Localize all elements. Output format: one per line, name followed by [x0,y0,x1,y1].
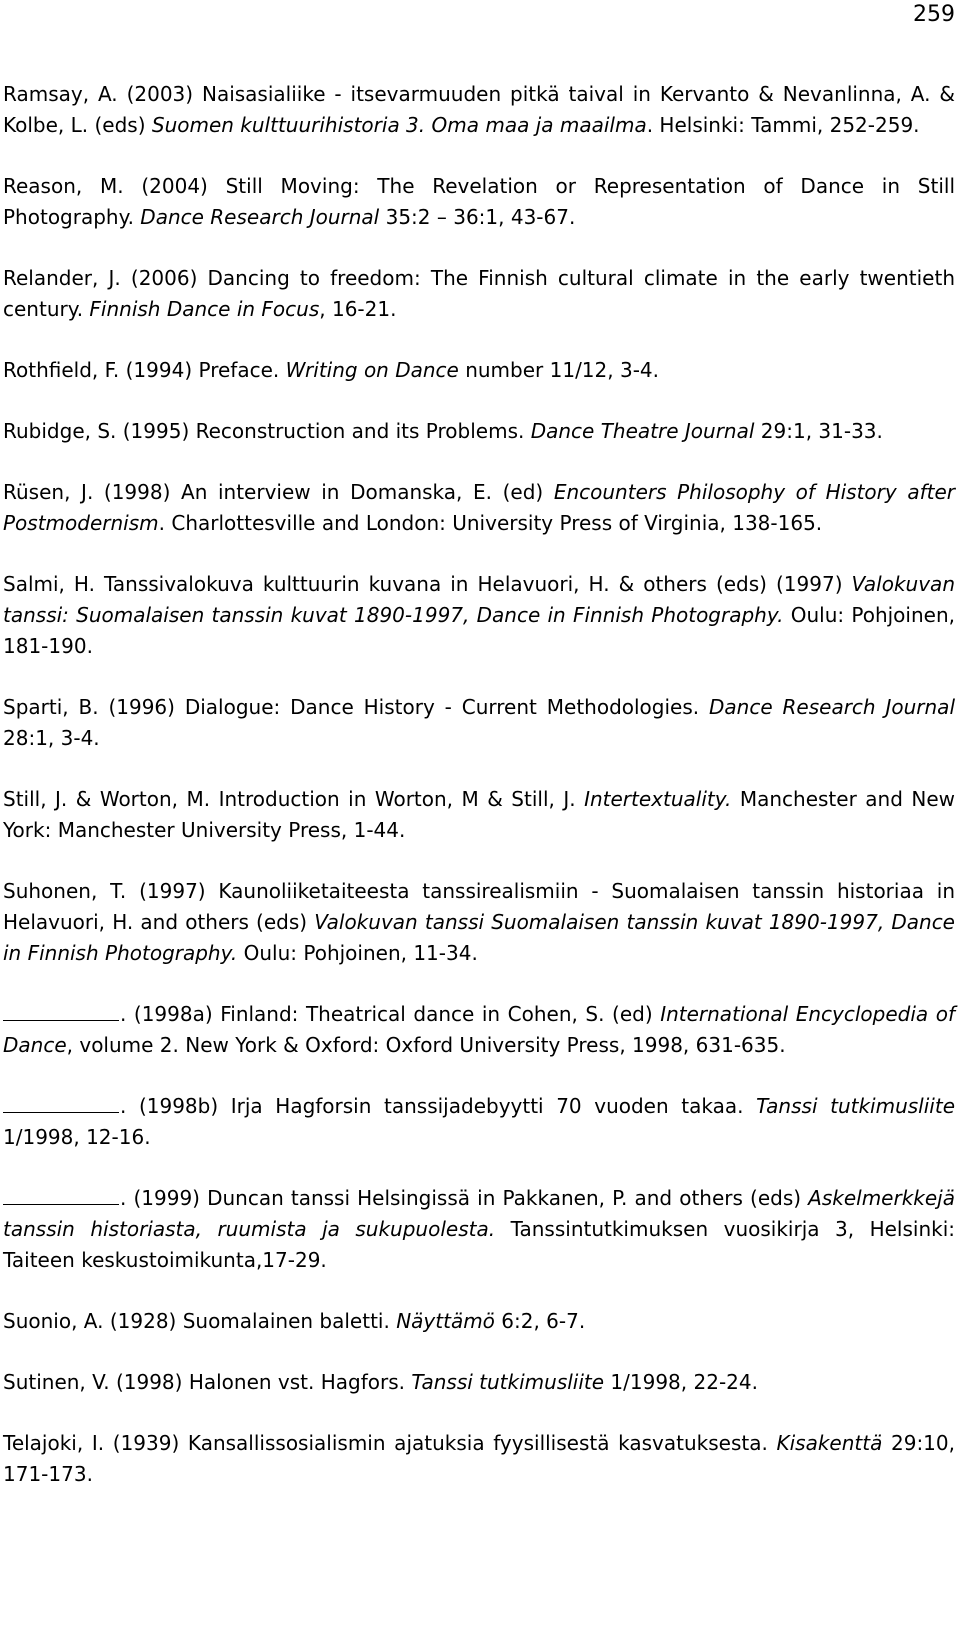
reference-entry [3,1306,955,1337]
reference-text: , 16-21. [319,297,397,321]
reference-entry [3,1183,955,1276]
reference-text: 6:2, 6-7. [494,1309,586,1333]
reference-title: Dance Research Journal [709,695,955,719]
reference-text: . (1998b) Irja Hagforsin tanssijadebyytti 70 vuoden takaa. [120,1094,757,1118]
reference-text: . (1999) Duncan tanssi Helsingissä in Pakkanen, P. and others (eds) [120,1186,809,1210]
reference-text: Rothfield, F. (1994) Preface. [3,358,286,382]
reference-title: International Encyclopedia of Dance [3,1002,956,1057]
reference-title: Encounters Philosophy of History after Postmodernism [3,480,955,535]
reference-entry [3,263,955,325]
reference-text: . (1998a) Finland: Theatrical dance in Cohen, S. (ed) [120,1002,661,1026]
reference-title: Finnish Dance in Focus [89,297,320,321]
reference-title: Dance Research Journal [140,205,380,229]
reference-title: Writing on Dance [285,358,459,382]
repeated-author-line [3,1019,119,1021]
reference-text: Ramsay, A. (2003) Naisasialiike - itsevarmuuden pitkä taival in Kervanto & Nevanlinna, A. & Kolbe, L. (eds) [3,82,955,137]
reference-text: Still, J. & Worton, M. Introduction in Worton, M & Still, J. [3,787,585,811]
reference-title: Intertextuality. [584,787,732,811]
reference-entry [3,79,955,141]
reference-entry [3,692,955,754]
reference-text: Reason, M. (2004) Still Moving: The Revelation or Representation of Dance in Still Photography. [3,174,955,229]
reference-title: Näyttämö [396,1309,495,1333]
reference-entry [3,784,955,846]
repeated-author-line [3,1203,119,1205]
repeated-author-line [3,1111,119,1113]
reference-entry [3,171,955,233]
reference-title: Dance Theatre Journal [530,419,755,443]
reference-text: . Charlottesville and London: University Press of Virginia, 138-165. [158,511,823,535]
reference-title: Valokuvan tanssi: Suomalaisen tanssin kuvat 1890-1997, Dance in Finnish Photography. [3,572,955,627]
reference-text: Oulu: Pohjoinen, 11-34. [237,941,478,965]
reference-text: Tanssintutkimuksen vuosikirja 3, Helsinki: Taiteen keskustoimikunta,17-29. [3,1217,956,1272]
reference-text: Telajoki, I. (1939) Kansallissosialismin ajatuksia fyysillisestä kasvatuksesta. [3,1431,777,1455]
page-number: 259 [913,2,955,27]
reference-text: Rüsen, J. (1998) An interview in Domanska, E. (ed) [3,480,554,504]
reference-entry [3,876,955,969]
reference-entry [3,1091,955,1153]
reference-title: Askelmerkkejä tanssin historiasta, ruumista ja sukupuolesta. [3,1186,955,1241]
reference-text: Salmi, H. Tanssivalokuva kulttuurin kuvana in Helavuori, H. & others (eds) (1997) [3,572,852,596]
reference-text: 29:1, 31-33. [754,419,883,443]
reference-title: Valokuvan tanssi Suomalaisen tanssin kuvat 1890-1997, Dance in Finnish Photography. [3,910,955,965]
reference-entry [3,355,955,386]
reference-entry [3,416,955,447]
reference-text: Sparti, B. (1996) Dialogue: Dance History - Current Methodologies. [3,695,710,719]
reference-text: Relander, J. (2006) Dancing to freedom: The Finnish cultural climate in the early twentieth century. [3,266,955,321]
reference-text: , volume 2. New York & Oxford: Oxford University Press, 1998, 631-635. [66,1033,786,1057]
reference-text: 28:1, 3-4. [3,726,100,750]
reference-entry [3,1428,955,1490]
reference-text: Suhonen, T. (1997) Kaunoliiketaiteesta tanssirealismiin - Suomalaisen tanssin historiaa in Helavuori, H. and others (eds) [3,879,955,934]
reference-text: 1/1998, 12-16. [3,1125,151,1149]
reference-text: Sutinen, V. (1998) Halonen vst. Hagfors. [3,1370,412,1394]
reference-entry [3,477,955,539]
reference-text: Oulu: Pohjoinen, 181-190. [3,603,955,658]
reference-text: number 11/12, 3-4. [458,358,659,382]
reference-text: Rubidge, S. (1995) Reconstruction and its Problems. [3,419,531,443]
reference-title: Tanssi tutkimusliite [756,1094,955,1118]
reference-text: Suonio, A. (1928) Suomalainen baletti. [3,1309,397,1333]
reference-title: Tanssi tutkimusliite [411,1370,605,1394]
reference-text: 35:2 – 36:1, 43-67. [379,205,576,229]
reference-entry [3,1367,955,1398]
reference-title: Suomen kulttuurihistoria 3. Oma maa ja maailma [151,113,647,137]
reference-text: 1/1998, 22-24. [604,1370,758,1394]
reference-list [3,79,955,1490]
reference-title: Kisakenttä [776,1431,883,1455]
reference-text: 29:10, 171-173. [3,1431,955,1486]
reference-text: Manchester and New York: Manchester University Press, 1-44. [3,787,955,842]
reference-text: . Helsinki: Tammi, 252-259. [646,113,920,137]
reference-entry [3,999,955,1061]
reference-entry [3,569,955,662]
